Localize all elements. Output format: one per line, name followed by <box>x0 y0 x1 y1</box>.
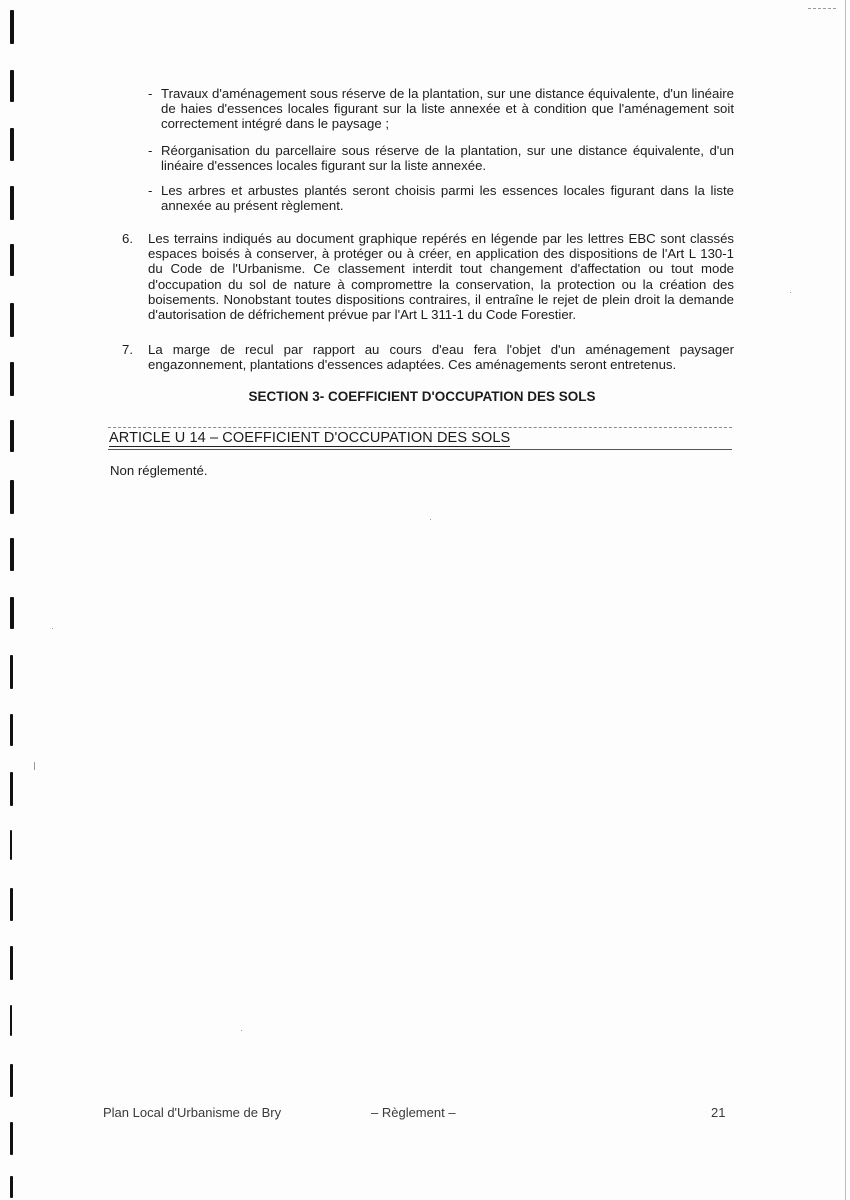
footer-document-section: – Règlement – <box>371 1105 456 1120</box>
item-text: Les terrains indiqués au document graphique repérés en légende par les lettres EBC sont classés espaces boisés à conserver, à protéger ou à créer, en application des dispositions de l'Art L 130-1 du Code de l'Urbanisme. Ce classement interdit tout changement d'affectation ou tout mode d'occupation du sol de nature à compromettre la conservation, la protection ou la création des boisements. Nonobstant toutes dispositions contraires, il entraîne le rejet de plein droit la demande d'autorisation de défrichement prévue par l'Art L 311-1 du Code Forestier. <box>148 231 734 323</box>
item-text: La marge de recul par rapport au cours d'eau fera l'objet d'un aménagement paysager engazonnement, plantations d'essences adaptées. Ces aménagements seront entretenus. <box>148 342 734 373</box>
section-title: SECTION 3- COEFFICIENT D'OCCUPATION DES SOLS <box>248 389 596 404</box>
item-number: 6. <box>122 231 133 246</box>
bullet-marker: - <box>148 143 153 158</box>
footer-page-number: 21 <box>711 1105 726 1120</box>
numbered-item-6 <box>122 231 734 322</box>
footer-document-title: Plan Local d'Urbanisme de Bry <box>103 1105 282 1120</box>
bullet-marker: - <box>148 86 153 101</box>
bullet-text: Les arbres et arbustes plantés seront choisis parmi les essences locales figurant dans la liste annexée au présent règlement. <box>161 183 734 214</box>
bullet-text: Travaux d'aménagement sous réserve de la plantation, sur une distance équivalente, d'un linéaire de haies d'essences locales figurant sur la liste annexée et à condition que l'aménagement soit correctement intégré dans le paysage ; <box>161 86 734 132</box>
item-number: 7. <box>122 342 133 357</box>
bullet-item <box>148 143 734 173</box>
article-heading-box <box>108 427 732 450</box>
bullet-item <box>148 183 734 213</box>
bullet-text: Réorganisation du parcellaire sous réserve de la plantation, sur une distance équivalente, d'un linéaire d'essences locales figurant sur la liste annexée. <box>161 143 734 174</box>
article-body: Non réglementé. <box>110 463 208 478</box>
numbered-item-7 <box>122 342 734 372</box>
bullet-item <box>148 86 734 132</box>
bullet-marker: - <box>148 183 153 198</box>
article-heading: ARTICLE U 14 – COEFFICIENT D'OCCUPATION DES SOLS <box>109 430 511 446</box>
